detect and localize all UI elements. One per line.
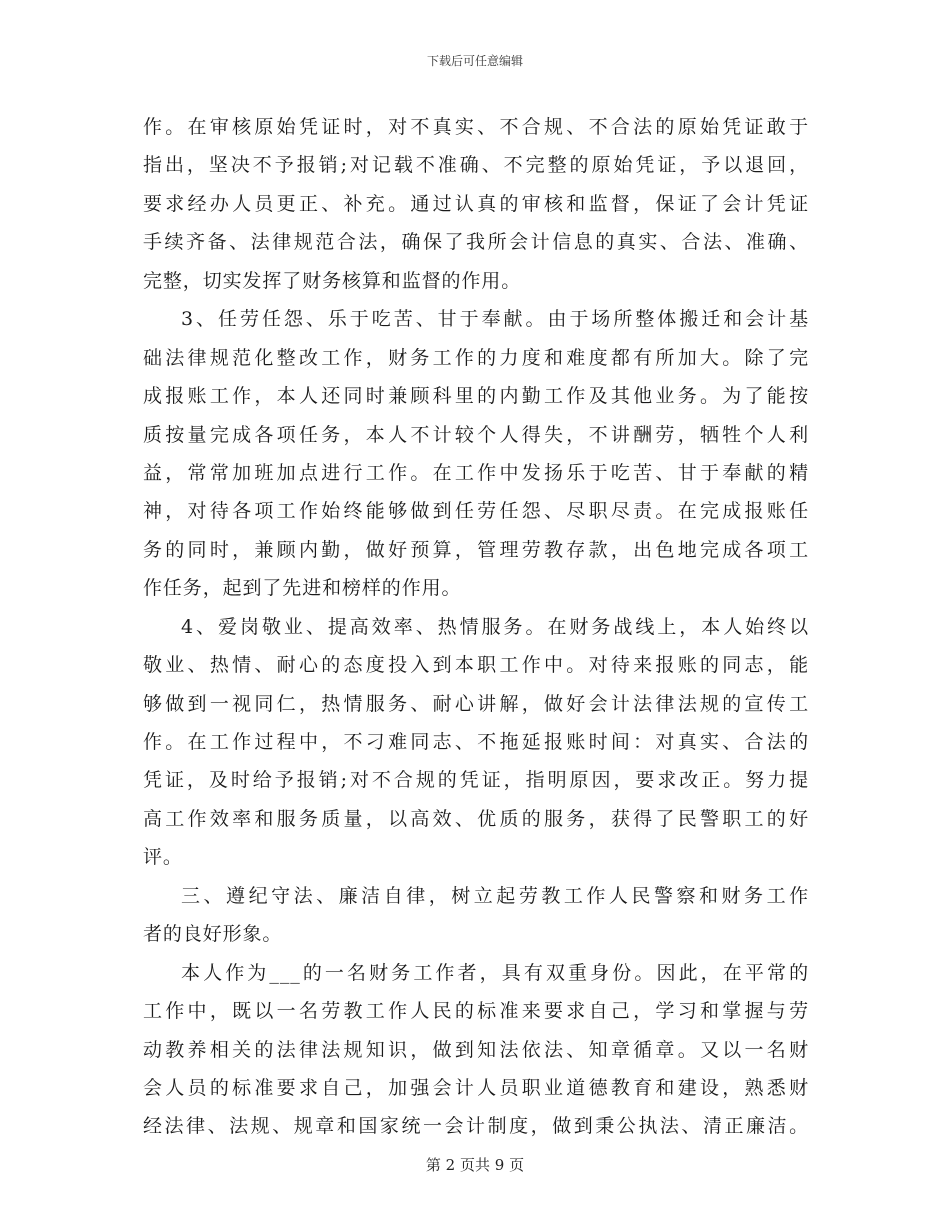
page-header-note: 下载后可任意编辑 [426, 54, 523, 68]
text-line: 完整，切实发挥了财务核算和监督的作用。 [143, 269, 522, 292]
text-line: 评。 [143, 846, 183, 869]
text-line: 质按量完成各项任务，本人不计较个人得失，不讲酬劳，牺牲个人利 [143, 423, 809, 446]
text-line: 神，对待各项工作始终能够做到任劳任怨、尽职尽责。在完成报账任 [143, 500, 809, 523]
text-line: 4、爱岗敬业、提高效率、热情服务。在财务战线上，本人始终以 [181, 615, 809, 638]
text-line: 够做到一视同仁，热情服务、耐心讲解，做好会计法律法规的宣传工 [143, 692, 809, 715]
text-line: 动教养相关的法律法规知识，做到知法依法、知章循章。又以一名财 [143, 1038, 809, 1061]
text-line: 要求经办人员更正、补充。通过认真的审核和监督，保证了会计凭证 [143, 192, 809, 215]
document-body [143, 108, 809, 1146]
text-line: 三、遵纪守法、廉洁自律，树立起劳教工作人民警察和财务工作 [181, 884, 809, 907]
text-line: 凭证，及时给予报销;对不合规的凭证，指明原因，要求改正。努力提 [143, 769, 809, 792]
text-line: 务的同时，兼顾内勤，做好预算，管理劳教存款，出色地完成各项工 [143, 538, 809, 561]
text-line: 会人员的标准要求自己，加强会计人员职业道德教育和建设，熟悉财 [143, 1076, 809, 1099]
text-line: 作。在审核原始凭证时，对不真实、不合规、不合法的原始凭证敢于 [143, 116, 809, 138]
text-line: 础法律规范化整改工作，财务工作的力度和难度都有所加大。除了完 [143, 346, 809, 369]
text-line: 作任务，起到了先进和榜样的作用。 [143, 577, 462, 600]
text-line: 者的良好形象。 [143, 923, 283, 946]
page-number: 第 2 页共 9 页 [425, 1156, 525, 1174]
text-line: 成报账工作，本人还同时兼顾科里的内勤工作及其他业务。为了能按 [143, 385, 809, 408]
text-line: 经法律、法规、规章和国家统一会计制度，做到秉公执法、清正廉洁。 [143, 1115, 809, 1138]
text-line: 工作中，既以一名劳教工作人民的标准来要求自己，学习和掌握与劳 [143, 1000, 809, 1023]
text-line: 敬业、热情、耐心的态度投入到本职工作中。对待来报账的同志，能 [143, 654, 809, 677]
text-line: 手续齐备、法律规范合法，确保了我所会计信息的真实、合法、准确、 [143, 231, 809, 254]
text-line: 本人作为___的一名财务工作者，具有双重身份。因此，在平常的 [181, 961, 809, 984]
text-line: 高工作效率和服务质量，以高效、优质的服务，获得了民警职工的好 [143, 807, 809, 830]
text-line: 指出，坚决不予报销;对记载不准确、不完整的原始凭证，予以退回， [143, 154, 809, 177]
text-line: 益，常常加班加点进行工作。在工作中发扬乐于吃苦、甘于奉献的精 [143, 461, 809, 484]
text-line: 作。在工作过程中，不刁难同志、不拖延报账时间：对真实、合法的 [143, 731, 809, 753]
text-line: 3、任劳任怨、乐于吃苦、甘于奉献。由于场所整体搬迁和会计基 [181, 308, 809, 331]
